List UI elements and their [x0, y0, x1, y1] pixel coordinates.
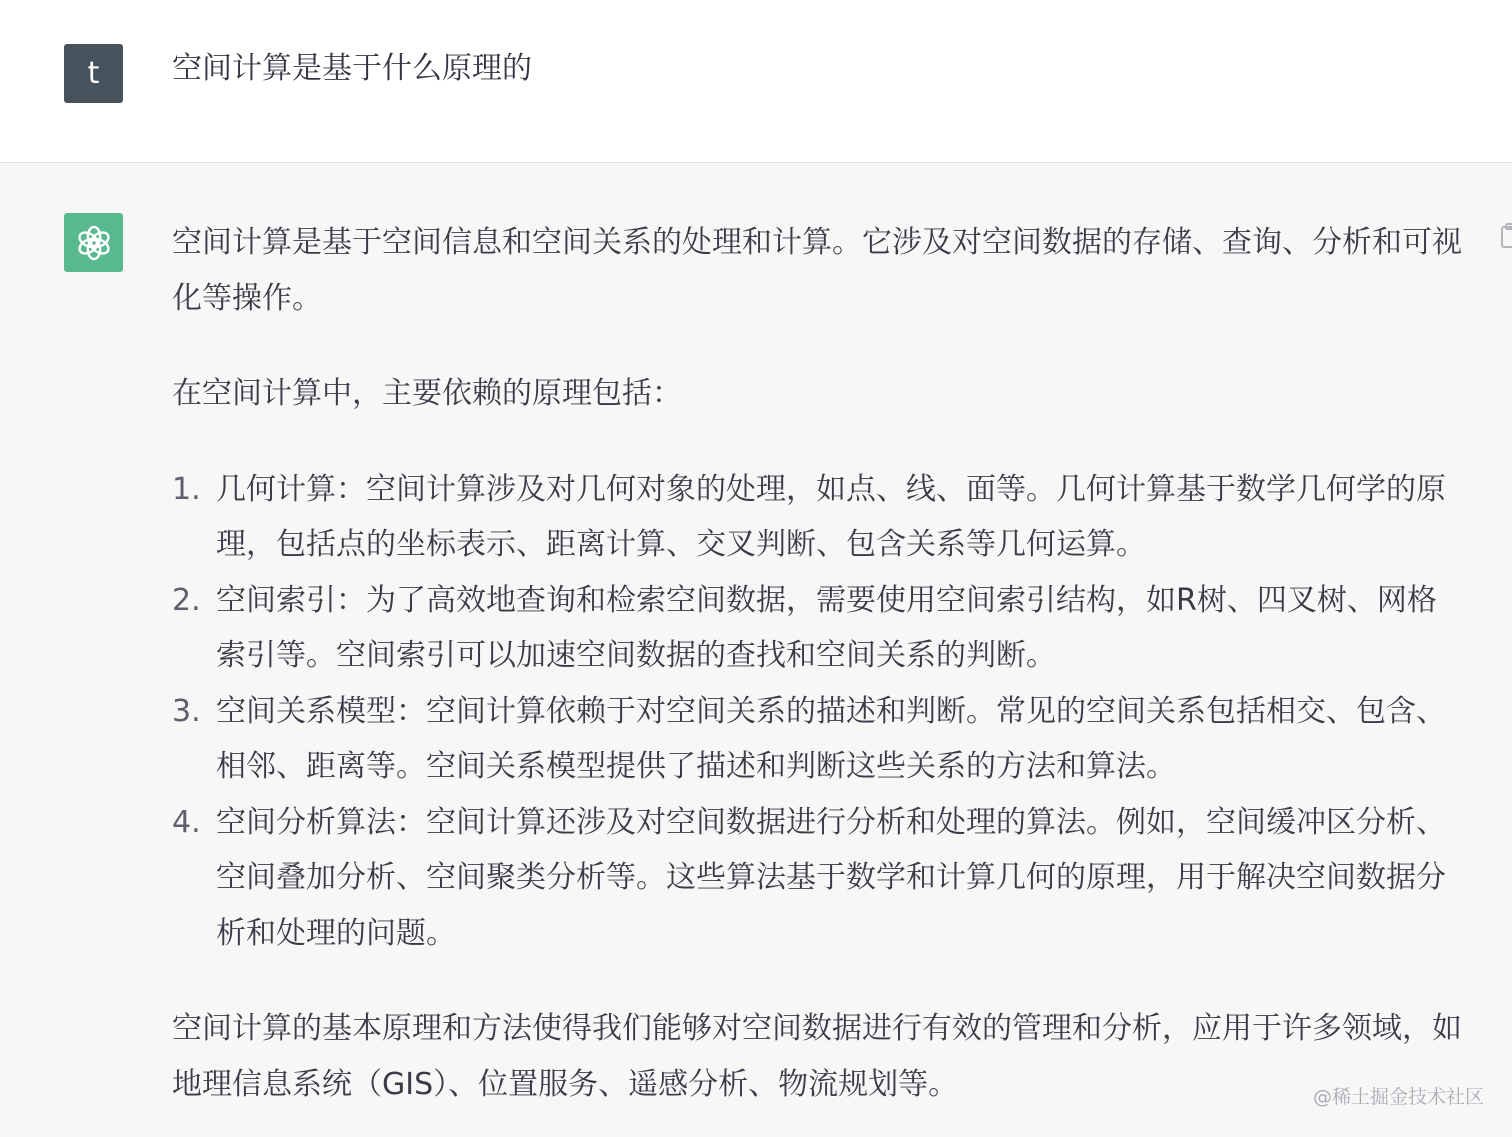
- openai-logo-icon: [74, 223, 114, 263]
- list-item-number: 3.: [172, 693, 201, 729]
- list-item: [172, 684, 1462, 795]
- answer-intro: 空间计算是基于空间信息和空间关系的处理和计算。它涉及对空间数据的存储、查询、分析和可视化等操作。: [172, 225, 1462, 316]
- principles-list: [172, 462, 1462, 962]
- user-message-row: [0, 0, 1512, 163]
- list-item-text: 空间分析算法：空间计算还涉及对空间数据进行分析和处理的算法。例如，空间缓冲区分析、空间叠加分析、空间聚类分析等。这些算法基于数学和计算几何的原理，用于解决空间数据分析和处理的问题。: [216, 804, 1446, 951]
- list-item: [172, 462, 1462, 573]
- watermark: @稀土掘金技术社区: [1312, 1086, 1484, 1108]
- list-item: [172, 573, 1462, 684]
- list-item-number: 1.: [172, 471, 201, 507]
- answer-conclusion: 空间计算的基本原理和方法使得我们能够对空间数据进行有效的管理和分析，应用于许多领域，如地理信息系统（GIS）、位置服务、遥感分析、物流规划等。: [172, 1011, 1462, 1102]
- answer-lead: 在空间计算中，主要依赖的原理包括：: [172, 376, 682, 411]
- assistant-avatar: [64, 213, 123, 272]
- list-item-number: 4.: [172, 804, 201, 840]
- list-item-text: 几何计算：空间计算涉及对几何对象的处理，如点、线、面等。几何计算基于数学几何学的原理，包括点的坐标表示、距离计算、交叉判断、包含关系等几何运算。: [216, 471, 1446, 562]
- list-item: [172, 795, 1462, 962]
- list-item-number: 2.: [172, 582, 201, 618]
- list-item-text: 空间关系模型：空间计算依赖于对空间关系的描述和判断。常见的空间关系包括相交、包含、相邻、距离等。空间关系模型提供了描述和判断这些关系的方法和算法。: [216, 693, 1446, 784]
- user-avatar: t: [64, 44, 123, 103]
- list-item-text: 空间索引：为了高效地查询和检索空间数据，需要使用空间索引结构，如R树、四叉树、网格索引等。空间索引可以加速空间数据的查找和空间关系的判断。: [216, 582, 1437, 673]
- user-question-text: 空间计算是基于什么原理的: [172, 51, 532, 86]
- assistant-answer: [172, 215, 1462, 1112]
- copy-icon[interactable]: [1500, 223, 1512, 249]
- assistant-message-row: [0, 163, 1512, 1137]
